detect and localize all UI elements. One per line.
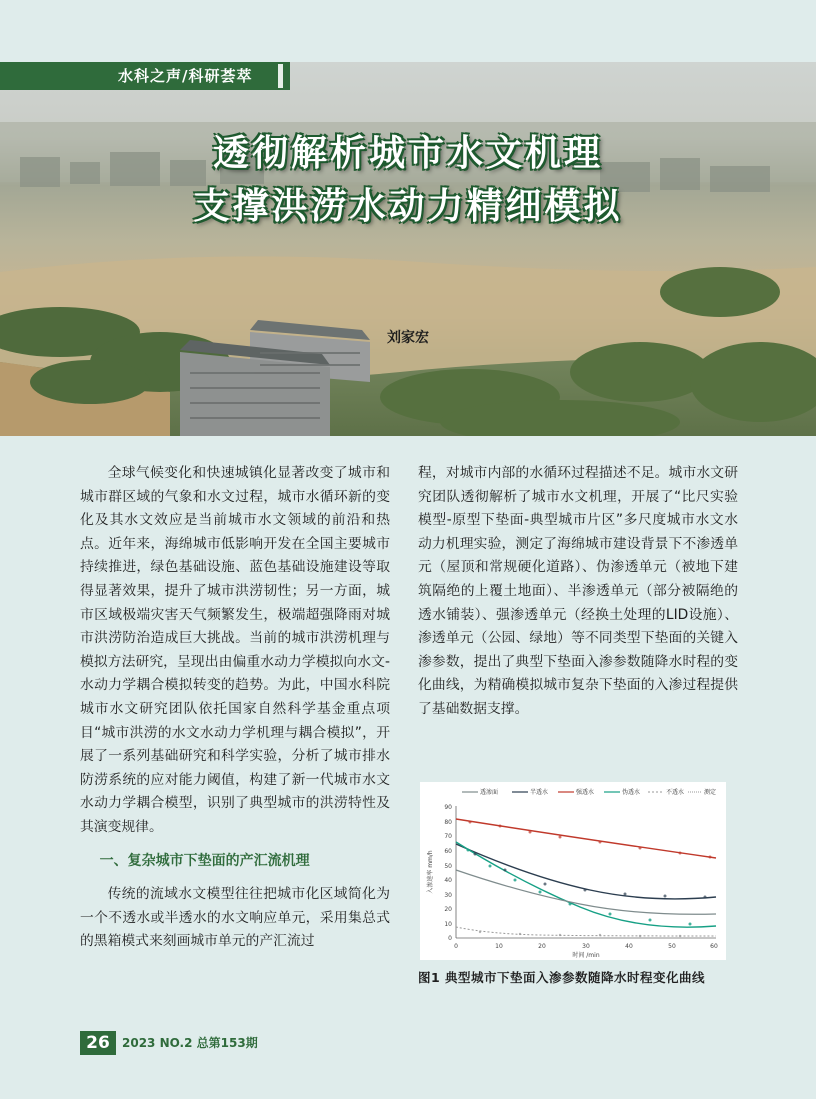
svg-text:10: 10 <box>444 921 452 928</box>
legend-item: 测定 <box>704 789 717 796</box>
issue-info: 2023 NO.2 总第153期 <box>122 1036 258 1050</box>
section-label: 水科之声/科研荟萃 <box>118 67 253 85</box>
flooded-city-photo <box>0 62 816 436</box>
svg-text:40: 40 <box>444 877 452 884</box>
svg-text:20: 20 <box>538 943 546 950</box>
figure-caption: 图1 典型城市下垫面入渗参数随降水时程变化曲线 <box>418 970 706 985</box>
legend-item: 伪透水 <box>622 789 641 796</box>
legend-item: 不透水 <box>666 789 685 796</box>
infiltration-chart <box>420 782 726 960</box>
svg-text:0: 0 <box>448 935 452 942</box>
section-divider <box>278 64 283 88</box>
chart-svg <box>420 782 726 960</box>
svg-text:0: 0 <box>454 943 458 950</box>
section-heading: 一、复杂城市下垫面的产汇流机理 <box>99 852 310 869</box>
svg-text:40: 40 <box>625 943 633 950</box>
body-paragraph: 全球气候变化和快速城镇化显著改变了城市和城市群区域的气象和水文过程，城市水循环新的变化及其水文效应是当前城市水文领域的前沿和热点。近年来，海绵城市低影响开发在全国主要城市持续推进，绿色基础设施、蓝色基础设施建设等取得显著效果，提升了城市洪涝韧性；另一方面，城市区域极端灾害天气频繁发生，极端超强降雨对城市洪涝防治造成巨大挑战。当前的城市洪涝机理与模拟方法研究，呈现出由偏重水动力学模拟向水文-水动力学耦合模拟转变的趋势。为此，中国水科院城市水文研究团队依托国家自然科学基金重点项目“城市洪涝的水文水动力学机理与耦合模拟”，开展了一系列基础研究和科学实验，分析了城市排水防涝系统的应对能力阈值，构建了新一代城市水文水动力学耦合模型，识别了典型城市的洪涝特性及其演变规律。 <box>80 465 390 835</box>
svg-text:50: 50 <box>444 863 452 870</box>
svg-text:20: 20 <box>444 906 452 913</box>
body-paragraph: 传统的流域水文模型往往把城市化区域简化为一个不透水或半透水的水文响应单元，采用集总式的黑箱模式来刻画城市单元的产汇流过 <box>80 886 390 950</box>
left-column <box>80 462 390 954</box>
author: 刘家宏 <box>387 330 429 346</box>
svg-text:30: 30 <box>444 892 452 899</box>
strong-infiltration-curve <box>456 819 716 858</box>
svg-text:30: 30 <box>582 943 590 950</box>
article-title-line2: 支撑洪涝水动力精细模拟 <box>193 186 623 227</box>
page-number: 26 <box>80 1031 116 1055</box>
pervious-curve <box>456 870 716 914</box>
svg-text:60: 60 <box>710 943 718 950</box>
svg-text:10: 10 <box>495 943 503 950</box>
svg-text:50: 50 <box>668 943 676 950</box>
legend-item: 半透水 <box>530 789 549 796</box>
article-title-line1: 透彻解析城市水文机理 <box>212 133 603 174</box>
svg-text:60: 60 <box>444 848 452 855</box>
legend-item: 强透水 <box>576 789 595 796</box>
svg-text:70: 70 <box>444 833 452 840</box>
impervious-curve <box>456 927 716 936</box>
body-paragraph: 程，对城市内部的水循环过程描述不足。城市水文研究团队透彻解析了城市水文机理，开展了“比尺实验模型-原型下垫面-典型城市片区”多尺度城市水文水动力机理实验，测定了海绵城市建设背景下不渗透单元（屋顶和常规硬化道路）、伪渗透单元（被地下建筑隔绝的上覆土地面）、半渗透单元（部分被隔绝的透水铺装）、强渗透单元（经换土处理的LID设施）、渗透单元（公园、绿地）等不同类型下垫面的关键入渗参数，提出了典型下垫面入渗参数随降水时程的变化曲线，为精确模拟城市复杂下垫面的入渗过程提供了基础数据支撑。 <box>418 465 738 717</box>
hero-image <box>0 62 816 436</box>
right-column <box>418 462 738 722</box>
svg-text:80: 80 <box>444 819 452 826</box>
y-axis-label: 入渗速率 mm/h <box>427 850 434 894</box>
x-axis-label: 时间 /min <box>572 952 600 959</box>
legend-item: 透渗面 <box>480 789 499 796</box>
svg-text:90: 90 <box>444 804 452 811</box>
